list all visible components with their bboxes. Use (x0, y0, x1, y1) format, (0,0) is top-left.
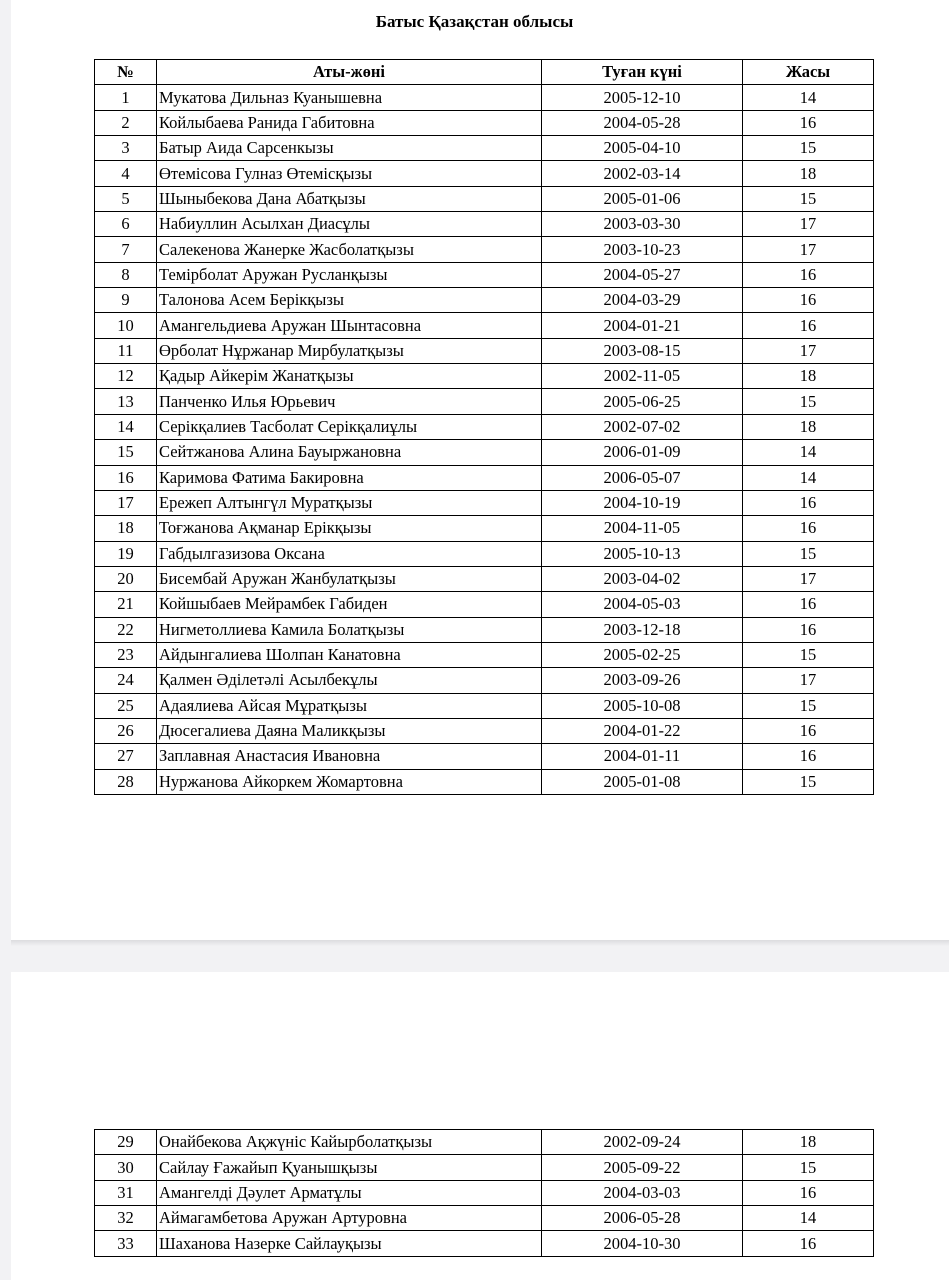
cell-age: 16 (743, 592, 874, 617)
table-row (95, 642, 874, 667)
cell-name: Қадыр Айкерім Жанатқызы (157, 364, 542, 389)
cell-birth-date: 2004-03-03 (542, 1180, 743, 1205)
cell-age: 16 (743, 110, 874, 135)
cell-num: 16 (95, 465, 157, 490)
table-row (95, 288, 874, 313)
cell-name: Дюсегалиева Даяна Маликқызы (157, 718, 542, 743)
cell-num: 5 (95, 186, 157, 211)
cell-num: 19 (95, 541, 157, 566)
header-birth-date: Туған күні (542, 60, 743, 85)
cell-name: Адаялиева Айсая Мұратқызы (157, 693, 542, 718)
cell-num: 10 (95, 313, 157, 338)
table-row (95, 516, 874, 541)
table-header-row (95, 60, 874, 85)
cell-age: 16 (743, 617, 874, 642)
cell-name: Шыныбекова Дана Абатқызы (157, 186, 542, 211)
table-row (95, 1206, 874, 1231)
cell-birth-date: 2003-09-26 (542, 668, 743, 693)
cell-name: Тоғжанова Ақманар Ерікқызы (157, 516, 542, 541)
table-row (95, 1155, 874, 1180)
cell-name: Салекенова Жанерке Жасболатқызы (157, 237, 542, 262)
cell-age: 16 (743, 1180, 874, 1205)
cell-birth-date: 2005-12-10 (542, 85, 743, 110)
cell-age: 17 (743, 237, 874, 262)
cell-num: 23 (95, 642, 157, 667)
cell-name: Қалмен Әділетәлі Асылбекұлы (157, 668, 542, 693)
cell-birth-date: 2004-05-28 (542, 110, 743, 135)
cell-birth-date: 2004-01-21 (542, 313, 743, 338)
cell-num: 7 (95, 237, 157, 262)
table-row (95, 1130, 874, 1155)
cell-name: Айдынгалиева Шолпан Канатовна (157, 642, 542, 667)
table-row (95, 617, 874, 642)
cell-num: 26 (95, 718, 157, 743)
cell-birth-date: 2005-02-25 (542, 642, 743, 667)
cell-num: 12 (95, 364, 157, 389)
cell-name: Мукатова Дильназ Куанышевна (157, 85, 542, 110)
cell-num: 32 (95, 1206, 157, 1231)
cell-age: 18 (743, 1130, 874, 1155)
header-age: Жасы (743, 60, 874, 85)
table-row (95, 136, 874, 161)
table-row (95, 414, 874, 439)
cell-name: Аймагамбетова Аружан Артуровна (157, 1206, 542, 1231)
cell-num: 1 (95, 85, 157, 110)
table-row (95, 313, 874, 338)
cell-name: Шаханова Назерке Сайлауқызы (157, 1231, 542, 1256)
table-row (95, 161, 874, 186)
cell-birth-date: 2004-11-05 (542, 516, 743, 541)
cell-name: Габдылгазизова Оксана (157, 541, 542, 566)
cell-num: 33 (95, 1231, 157, 1256)
cell-birth-date: 2003-12-18 (542, 617, 743, 642)
cell-name: Заплавная Анастасия Ивановна (157, 744, 542, 769)
cell-age: 16 (743, 288, 874, 313)
table-row (95, 1231, 874, 1256)
cell-birth-date: 2005-10-13 (542, 541, 743, 566)
cell-num: 6 (95, 212, 157, 237)
cell-age: 15 (743, 769, 874, 794)
cell-name: Амангелді Дәулет Арматұлы (157, 1180, 542, 1205)
table-row (95, 592, 874, 617)
cell-name: Каримова Фатима Бакировна (157, 465, 542, 490)
table-row (95, 338, 874, 363)
cell-num: 18 (95, 516, 157, 541)
cell-birth-date: 2003-03-30 (542, 212, 743, 237)
cell-num: 15 (95, 440, 157, 465)
cell-age: 17 (743, 668, 874, 693)
cell-name: Өрболат Нұржанар Мирбулатқызы (157, 338, 542, 363)
cell-age: 16 (743, 744, 874, 769)
cell-age: 14 (743, 85, 874, 110)
cell-age: 17 (743, 338, 874, 363)
cell-name: Набиуллин Асылхан Диасұлы (157, 212, 542, 237)
table-body-page-1 (95, 85, 874, 795)
cell-name: Панченко Илья Юрьевич (157, 389, 542, 414)
header-num: № (95, 60, 157, 85)
table-row (95, 1180, 874, 1205)
cell-age: 16 (743, 1231, 874, 1256)
cell-birth-date: 2002-09-24 (542, 1130, 743, 1155)
cell-name: Ережеп Алтынгүл Муратқызы (157, 490, 542, 515)
cell-birth-date: 2002-03-14 (542, 161, 743, 186)
cell-name: Онайбекова Ақжүніс Кайырболатқызы (157, 1130, 542, 1155)
cell-age: 15 (743, 136, 874, 161)
cell-birth-date: 2002-07-02 (542, 414, 743, 439)
table-row (95, 744, 874, 769)
cell-num: 9 (95, 288, 157, 313)
cell-birth-date: 2005-06-25 (542, 389, 743, 414)
cell-name: Темірболат Аружан Русланқызы (157, 262, 542, 287)
student-table-page-1 (94, 59, 874, 795)
table-row (95, 440, 874, 465)
cell-num: 20 (95, 566, 157, 591)
table-row (95, 186, 874, 211)
cell-name: Сайлау Ғажайып Қуанышқызы (157, 1155, 542, 1180)
table-row (95, 389, 874, 414)
cell-name: Койлыбаева Ранида Габитовна (157, 110, 542, 135)
cell-age: 14 (743, 1206, 874, 1231)
cell-age: 16 (743, 262, 874, 287)
cell-name: Серікқалиев Тасболат Серікқалиұлы (157, 414, 542, 439)
cell-num: 8 (95, 262, 157, 287)
cell-name: Сейтжанова Алина Бауыржановна (157, 440, 542, 465)
table-row (95, 212, 874, 237)
cell-name: Амангельдиева Аружан Шынтасовна (157, 313, 542, 338)
cell-num: 13 (95, 389, 157, 414)
table-row (95, 718, 874, 743)
cell-name: Бисембай Аружан Жанбулатқызы (157, 566, 542, 591)
table-row (95, 668, 874, 693)
table-row (95, 237, 874, 262)
table-row (95, 262, 874, 287)
cell-age: 14 (743, 465, 874, 490)
cell-age: 17 (743, 212, 874, 237)
cell-name: Өтемісова Гулназ Өтемісқызы (157, 161, 542, 186)
cell-age: 18 (743, 364, 874, 389)
document-title: Батыс Қазақстан облысы (375, 12, 574, 31)
cell-num: 27 (95, 744, 157, 769)
table-row (95, 566, 874, 591)
cell-age: 14 (743, 440, 874, 465)
cell-name: Нигметоллиева Камила Болатқызы (157, 617, 542, 642)
cell-age: 15 (743, 541, 874, 566)
cell-num: 2 (95, 110, 157, 135)
cell-num: 28 (95, 769, 157, 794)
cell-age: 18 (743, 161, 874, 186)
cell-age: 15 (743, 1155, 874, 1180)
cell-birth-date: 2005-10-08 (542, 693, 743, 718)
table-row (95, 490, 874, 515)
cell-num: 21 (95, 592, 157, 617)
table-row (95, 364, 874, 389)
cell-age: 15 (743, 389, 874, 414)
cell-num: 30 (95, 1155, 157, 1180)
cell-birth-date: 2003-10-23 (542, 237, 743, 262)
cell-age: 15 (743, 642, 874, 667)
cell-name: Батыр Аида Сарсенкызы (157, 136, 542, 161)
cell-name: Талонова Асем Берікқызы (157, 288, 542, 313)
cell-birth-date: 2006-01-09 (542, 440, 743, 465)
cell-birth-date: 2002-11-05 (542, 364, 743, 389)
cell-birth-date: 2005-01-06 (542, 186, 743, 211)
cell-num: 14 (95, 414, 157, 439)
cell-age: 16 (743, 490, 874, 515)
cell-num: 11 (95, 338, 157, 363)
table-row (95, 541, 874, 566)
student-table-page-2 (94, 1129, 874, 1257)
cell-age: 18 (743, 414, 874, 439)
cell-age: 15 (743, 186, 874, 211)
cell-birth-date: 2004-10-19 (542, 490, 743, 515)
cell-birth-date: 2005-01-08 (542, 769, 743, 794)
cell-age: 16 (743, 313, 874, 338)
cell-birth-date: 2004-05-27 (542, 262, 743, 287)
cell-birth-date: 2004-03-29 (542, 288, 743, 313)
cell-num: 31 (95, 1180, 157, 1205)
cell-birth-date: 2004-01-11 (542, 744, 743, 769)
cell-birth-date: 2003-08-15 (542, 338, 743, 363)
cell-birth-date: 2005-04-10 (542, 136, 743, 161)
cell-age: 17 (743, 566, 874, 591)
cell-birth-date: 2005-09-22 (542, 1155, 743, 1180)
cell-name: Койшыбаев Мейрамбек Габиден (157, 592, 542, 617)
cell-age: 16 (743, 718, 874, 743)
header-name: Аты-жөні (157, 60, 542, 85)
page-separator (11, 940, 949, 946)
cell-num: 24 (95, 668, 157, 693)
table-row (95, 85, 874, 110)
table-row (95, 110, 874, 135)
cell-birth-date: 2004-05-03 (542, 592, 743, 617)
cell-num: 29 (95, 1130, 157, 1155)
table-row (95, 693, 874, 718)
cell-birth-date: 2006-05-07 (542, 465, 743, 490)
cell-num: 3 (95, 136, 157, 161)
cell-birth-date: 2003-04-02 (542, 566, 743, 591)
table-row (95, 465, 874, 490)
cell-num: 4 (95, 161, 157, 186)
cell-age: 15 (743, 693, 874, 718)
cell-num: 22 (95, 617, 157, 642)
table-row (95, 769, 874, 794)
cell-num: 17 (95, 490, 157, 515)
table-body-page-2 (95, 1130, 874, 1257)
cell-birth-date: 2004-10-30 (542, 1231, 743, 1256)
cell-birth-date: 2004-01-22 (542, 718, 743, 743)
cell-birth-date: 2006-05-28 (542, 1206, 743, 1231)
cell-num: 25 (95, 693, 157, 718)
cell-name: Нуржанова Айкоркем Жомартовна (157, 769, 542, 794)
cell-age: 16 (743, 516, 874, 541)
